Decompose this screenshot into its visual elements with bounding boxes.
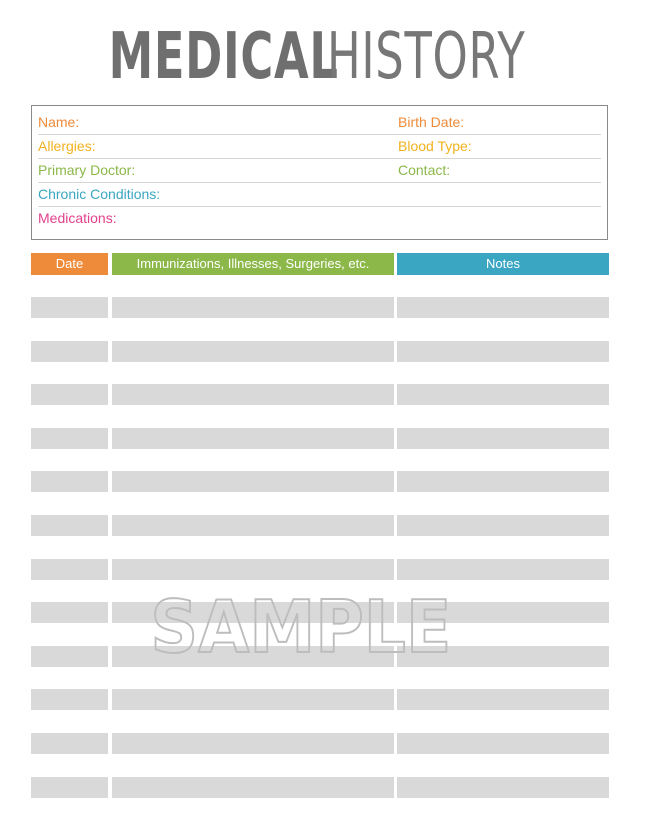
date-cell[interactable]	[31, 341, 108, 362]
chronic-conditions-label: Chronic Conditions:	[38, 186, 161, 202]
header-notes: Notes	[397, 253, 609, 275]
info-row-allergies	[38, 134, 601, 159]
notes-cell[interactable]	[397, 341, 609, 362]
event-cell[interactable]	[112, 471, 394, 492]
date-cell[interactable]	[31, 428, 108, 449]
info-row-medications	[38, 206, 601, 230]
header-events: Immunizations, Illnesses, Surgeries, etc.	[112, 253, 394, 275]
date-cell[interactable]	[31, 777, 108, 798]
notes-cell[interactable]	[397, 689, 609, 710]
page-title	[0, 22, 620, 92]
date-cell[interactable]	[31, 602, 108, 623]
event-cell[interactable]	[112, 733, 394, 754]
notes-cell[interactable]	[397, 733, 609, 754]
event-cell[interactable]	[112, 515, 394, 536]
allergies-label: Allergies:	[38, 138, 96, 154]
medications-label: Medications:	[38, 210, 117, 226]
date-cell[interactable]	[31, 646, 108, 667]
info-row-chronic	[38, 182, 601, 207]
patient-info-box	[31, 105, 608, 240]
event-cell[interactable]	[112, 559, 394, 580]
notes-cell[interactable]	[397, 777, 609, 798]
date-cell[interactable]	[31, 515, 108, 536]
notes-cell[interactable]	[397, 471, 609, 492]
title-light: HISTORY	[326, 20, 526, 94]
date-cell[interactable]	[31, 689, 108, 710]
date-cell[interactable]	[31, 559, 108, 580]
notes-cell[interactable]	[397, 515, 609, 536]
info-row-doctor	[38, 158, 601, 183]
primary-doctor-label: Primary Doctor:	[38, 162, 136, 178]
date-cell[interactable]	[31, 384, 108, 405]
event-cell[interactable]	[112, 777, 394, 798]
birth-date-label: Birth Date:	[398, 114, 465, 130]
date-cell[interactable]	[31, 297, 108, 318]
notes-cell[interactable]	[397, 384, 609, 405]
notes-cell[interactable]	[397, 428, 609, 449]
title-bold: MEDICAL	[108, 20, 339, 94]
event-cell[interactable]	[112, 689, 394, 710]
event-cell[interactable]	[112, 428, 394, 449]
sample-watermark	[150, 586, 452, 670]
event-cell[interactable]	[112, 297, 394, 318]
notes-cell[interactable]	[397, 559, 609, 580]
date-cell[interactable]	[31, 733, 108, 754]
watermark-text: SAMPLE	[150, 586, 452, 670]
header-date: Date	[31, 253, 108, 275]
notes-cell[interactable]	[397, 297, 609, 318]
contact-label: Contact:	[398, 162, 451, 178]
event-cell[interactable]	[112, 341, 394, 362]
event-cell[interactable]	[112, 384, 394, 405]
blood-type-label: Blood Type:	[398, 138, 472, 154]
info-row-name	[38, 110, 601, 135]
date-cell[interactable]	[31, 471, 108, 492]
name-label: Name:	[38, 114, 80, 130]
